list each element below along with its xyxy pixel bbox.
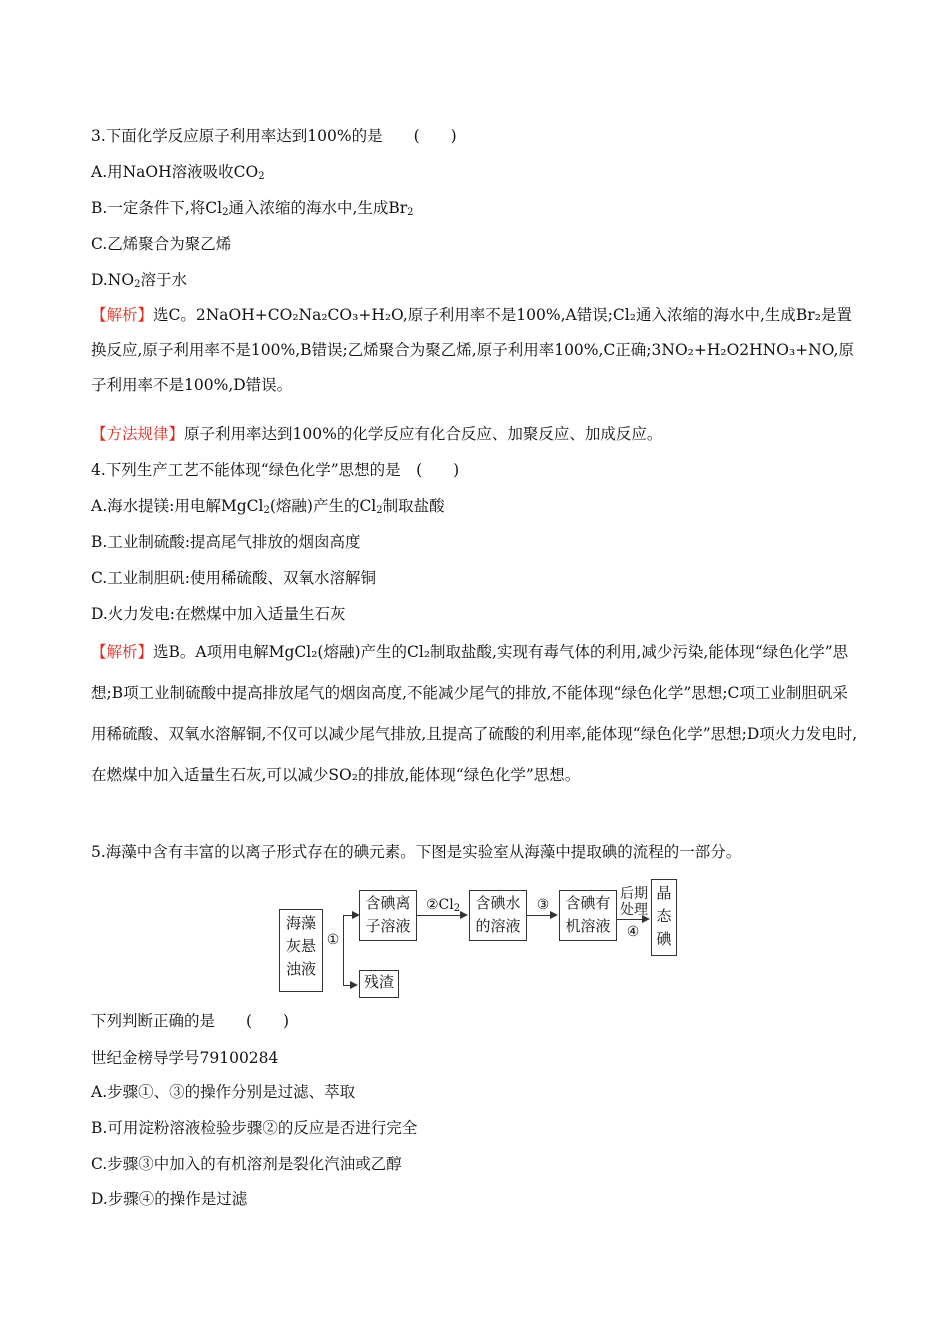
q5-reference-number: 世纪金榜导学号79100284 xyxy=(91,1049,279,1067)
q3-option-a: A.用NaOH溶液吸收$CO_2$ xyxy=(91,163,265,182)
q5-question: 下列判断正确的是 ( ) xyxy=(91,1012,290,1030)
line-3 xyxy=(527,915,551,916)
q4-option-b: B.工业制硫酸:提高尾气排放的烟囱高度 xyxy=(91,533,361,551)
q5-option-a: A.步骤①、③的操作分别是过滤、萃取 xyxy=(91,1083,356,1101)
q5-stem: 5.海藻中含有丰富的以离子形式存在的碘元素。下图是实验室从海藻中提取碘的流程的一部分。 xyxy=(91,843,742,861)
q3-option-d: $D.NO_2$溶于水 xyxy=(91,271,187,290)
arrow-1 xyxy=(352,911,360,919)
box-residue: 残渣 xyxy=(359,970,399,998)
box-solid-iodine: 晶 态 碘 xyxy=(651,879,677,956)
step-2-label: $②Cl_2$ xyxy=(425,897,461,914)
step-3-label: ③ xyxy=(536,897,550,913)
analysis-tag: 【解析】 xyxy=(91,643,154,661)
q4-stem: 4.下列生产工艺不能体现“绿色化学”思想的是 ( ) xyxy=(91,461,460,479)
q3-method: 【方法规律】原子利用率达到100%的化学反应有化合反应、加聚反应、加成反应。 xyxy=(91,425,663,443)
q3-option-b: B.一定条件下,将$Cl_2$通入浓缩的海水中,生成$Br_2$ xyxy=(91,199,414,218)
q5-option-d: D.步骤④的操作是过滤 xyxy=(91,1190,248,1208)
analysis-tag: 【解析】 xyxy=(91,306,154,324)
box-seaweed-ash-suspension: 海藻 灰悬 浊液 xyxy=(279,909,323,992)
branch-top xyxy=(343,915,353,916)
box-organic-iodine-solution: 含碘有 机溶液 xyxy=(559,890,617,941)
arrow-residue xyxy=(350,981,358,989)
q4-analysis: 【解析】选B。A项用电解MgCl₂(熔融)产生的Cl₂制取盐酸,实现有毒气体的利用,减少污染,能体现“绿色化学”思想;B项工业制硫酸中提高排放尾气的烟囱高度,不能减少尾气的排放,不能体现“绿色化学”思想;C项工业制胆矾采用稀硫酸、双氧水溶解铜,不仅可以减少尾气排放,且提高了硫酸的利用率,能体现“绿色化学”思想;D项火力发电时,在燃煤中加入适量生石灰,可以减少SO₂的排放,能体现“绿色化学”思想。 xyxy=(91,643,858,784)
arrow-3 xyxy=(550,911,558,919)
q4-option-a: A.海水提镁:用电解MgCl$_2$(熔融)产生的$Cl_2$制取盐酸 xyxy=(91,497,445,516)
arrow-2 xyxy=(460,911,468,919)
line-2 xyxy=(417,915,461,916)
q3-analysis: 【解析】选C。2NaOH+CO₂Na₂CO₃+H₂O,原子利用率不是100%,A错误;Cl₂通入浓缩的海水中,生成Br₂是置换反应,原子利用率不是100%,B错误;乙烯聚合为聚乙烯,原子利用率100%,C正确;3NO₂+H₂O2HNO₃+NO,原子利用率不是100%,D错误。 xyxy=(91,306,854,394)
step-4-label: ④ xyxy=(626,924,640,940)
box-iodine-water: 含碘水 的溶液 xyxy=(469,890,527,941)
branch-line xyxy=(343,915,344,985)
q4-option-d: D.火力发电:在燃煤中加入适量生石灰 xyxy=(91,605,346,623)
q3-stem: 3.下面化学反应原子利用率达到100%的是 ( ) xyxy=(91,127,457,145)
step-4-top-label: 后期 处理 xyxy=(620,886,648,918)
box-iodide-solution: 含碘离 子溶液 xyxy=(359,890,417,941)
q5-option-b: B.可用淀粉溶液检验步骤②的反应是否进行完全 xyxy=(91,1119,418,1137)
q3-option-c: C.乙烯聚合为聚乙烯 xyxy=(91,235,232,253)
step-1-label: ① xyxy=(326,932,340,948)
q4-option-c: C.工业制胆矾:使用稀硫酸、双氧水溶解铜 xyxy=(91,569,376,587)
line-4 xyxy=(617,919,643,920)
method-tag: 【方法规律】 xyxy=(91,425,185,443)
q5-option-c: C.步骤③中加入的有机溶剂是裂化汽油或乙醇 xyxy=(91,1155,402,1173)
arrow-4 xyxy=(642,915,650,923)
branch-bottom xyxy=(343,985,351,986)
